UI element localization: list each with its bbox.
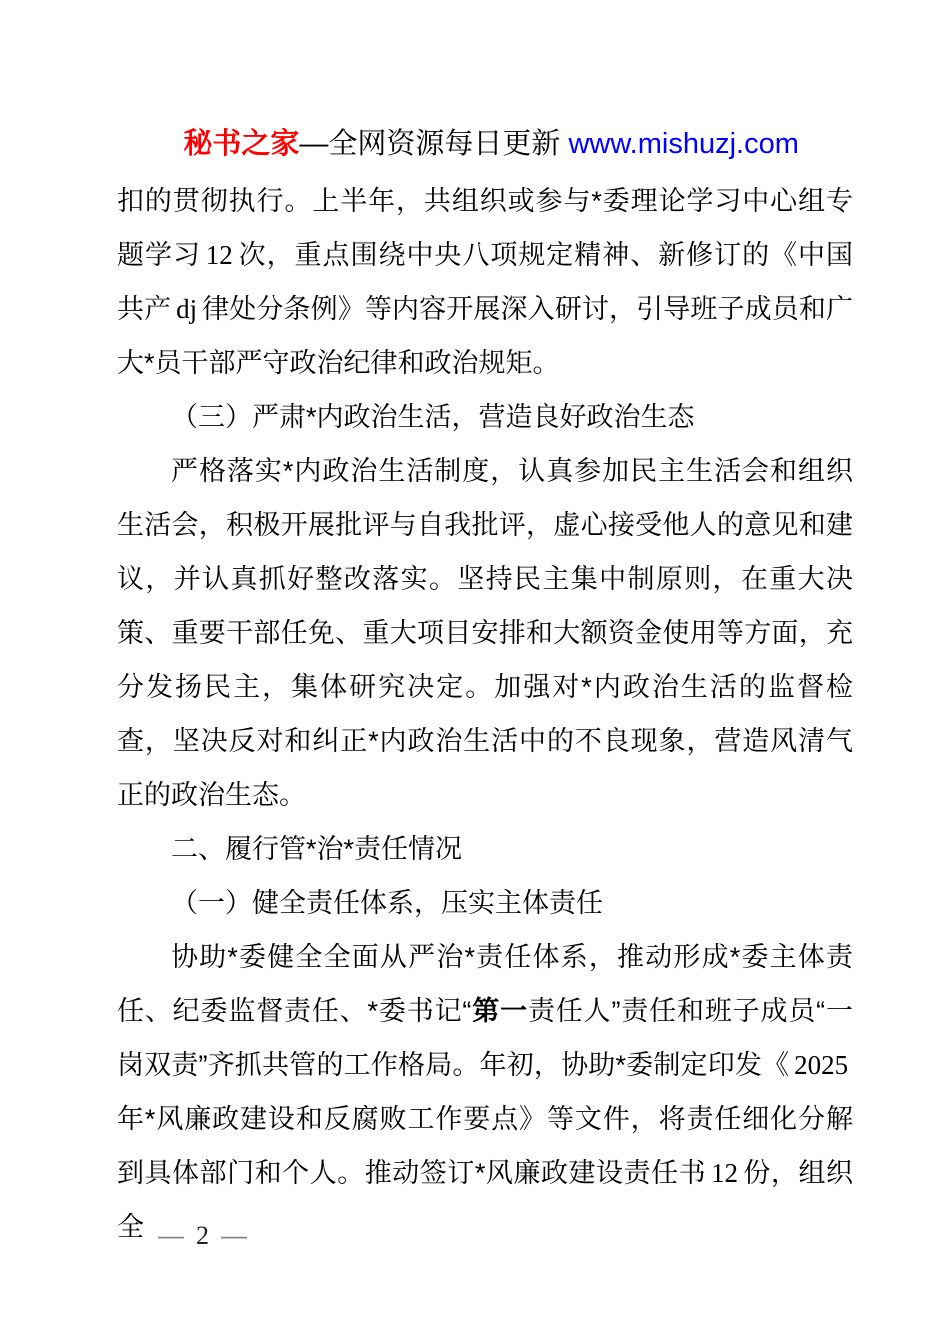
- paragraph-text: 年*风廉政建设和反腐败工作要点》等文件，将责任细化分解到具体部门和个人。推动签订*风廉政建设责任书: [117, 1104, 853, 1188]
- paragraph-continuation: [117, 174, 853, 390]
- heading-section-2: 二、履行管*治*责任情况: [171, 834, 463, 864]
- heading-subsection-3: （三）严肃*内政治生活，营造良好政治生态: [171, 402, 695, 432]
- paragraph-text: 责任人”责任和班子成员“一岗双责”齐抓共管的工作格局。年初，协助*委制定印发《: [117, 996, 854, 1080]
- site-tagline: —全网资源每日更新: [299, 128, 569, 160]
- site-brand: 秘书之家: [183, 128, 300, 160]
- inline-number: 12: [711, 1158, 739, 1188]
- page-number-left-dash: —: [158, 1220, 184, 1250]
- inline-number: 2025: [794, 1050, 849, 1080]
- paragraph: 严格落实*内政治生活制度，认真参加民主生活会和组织生活会，积极开展批评与自我批评，虚心接受他人的意见和建议，并认真抓好整改落实。坚持民主集中制原则，在重大决策、重要干部任免、重大项目安排和大额资金使用等方面，充分发扬民主，集体研究决定。加强对*内政治生活的监督检查，坚决反对和纠正*内政治生活中的不良现象，营造风清气正的政治生态。: [117, 456, 853, 810]
- paragraph: [117, 930, 853, 1254]
- page-number-right-dash: —: [221, 1220, 247, 1250]
- site-url: www.mishuzj.com: [568, 128, 799, 160]
- heading-subsection-1: （一）健全责任体系，压实主体责任: [171, 888, 603, 918]
- document-body: [117, 174, 853, 1254]
- bold-text: 第一: [471, 996, 528, 1026]
- paragraph-text: 次，重点围绕中央八项规定精神、新修订的《中国共产: [117, 240, 854, 324]
- paragraph-text: 扣的贯彻执行。上半年，共组织或参与*委理论学习中心组专题学习: [117, 186, 853, 270]
- page-number: 2: [196, 1221, 209, 1250]
- paragraph-text: 协助*委健全全面从严治*责任体系，推动形成*委主体责任、纪委监督责任、*委书记“: [117, 942, 853, 1026]
- paragraph-text: 律处分条例》等内容开展深入研讨，引导班子成员和广大*员干部严守政治纪律和政治规矩。: [117, 294, 854, 378]
- inline-latin: dj: [176, 294, 198, 324]
- page-footer: [158, 1220, 247, 1251]
- inline-number: 12: [205, 240, 233, 270]
- paragraph-text: 份，组织全: [117, 1158, 853, 1242]
